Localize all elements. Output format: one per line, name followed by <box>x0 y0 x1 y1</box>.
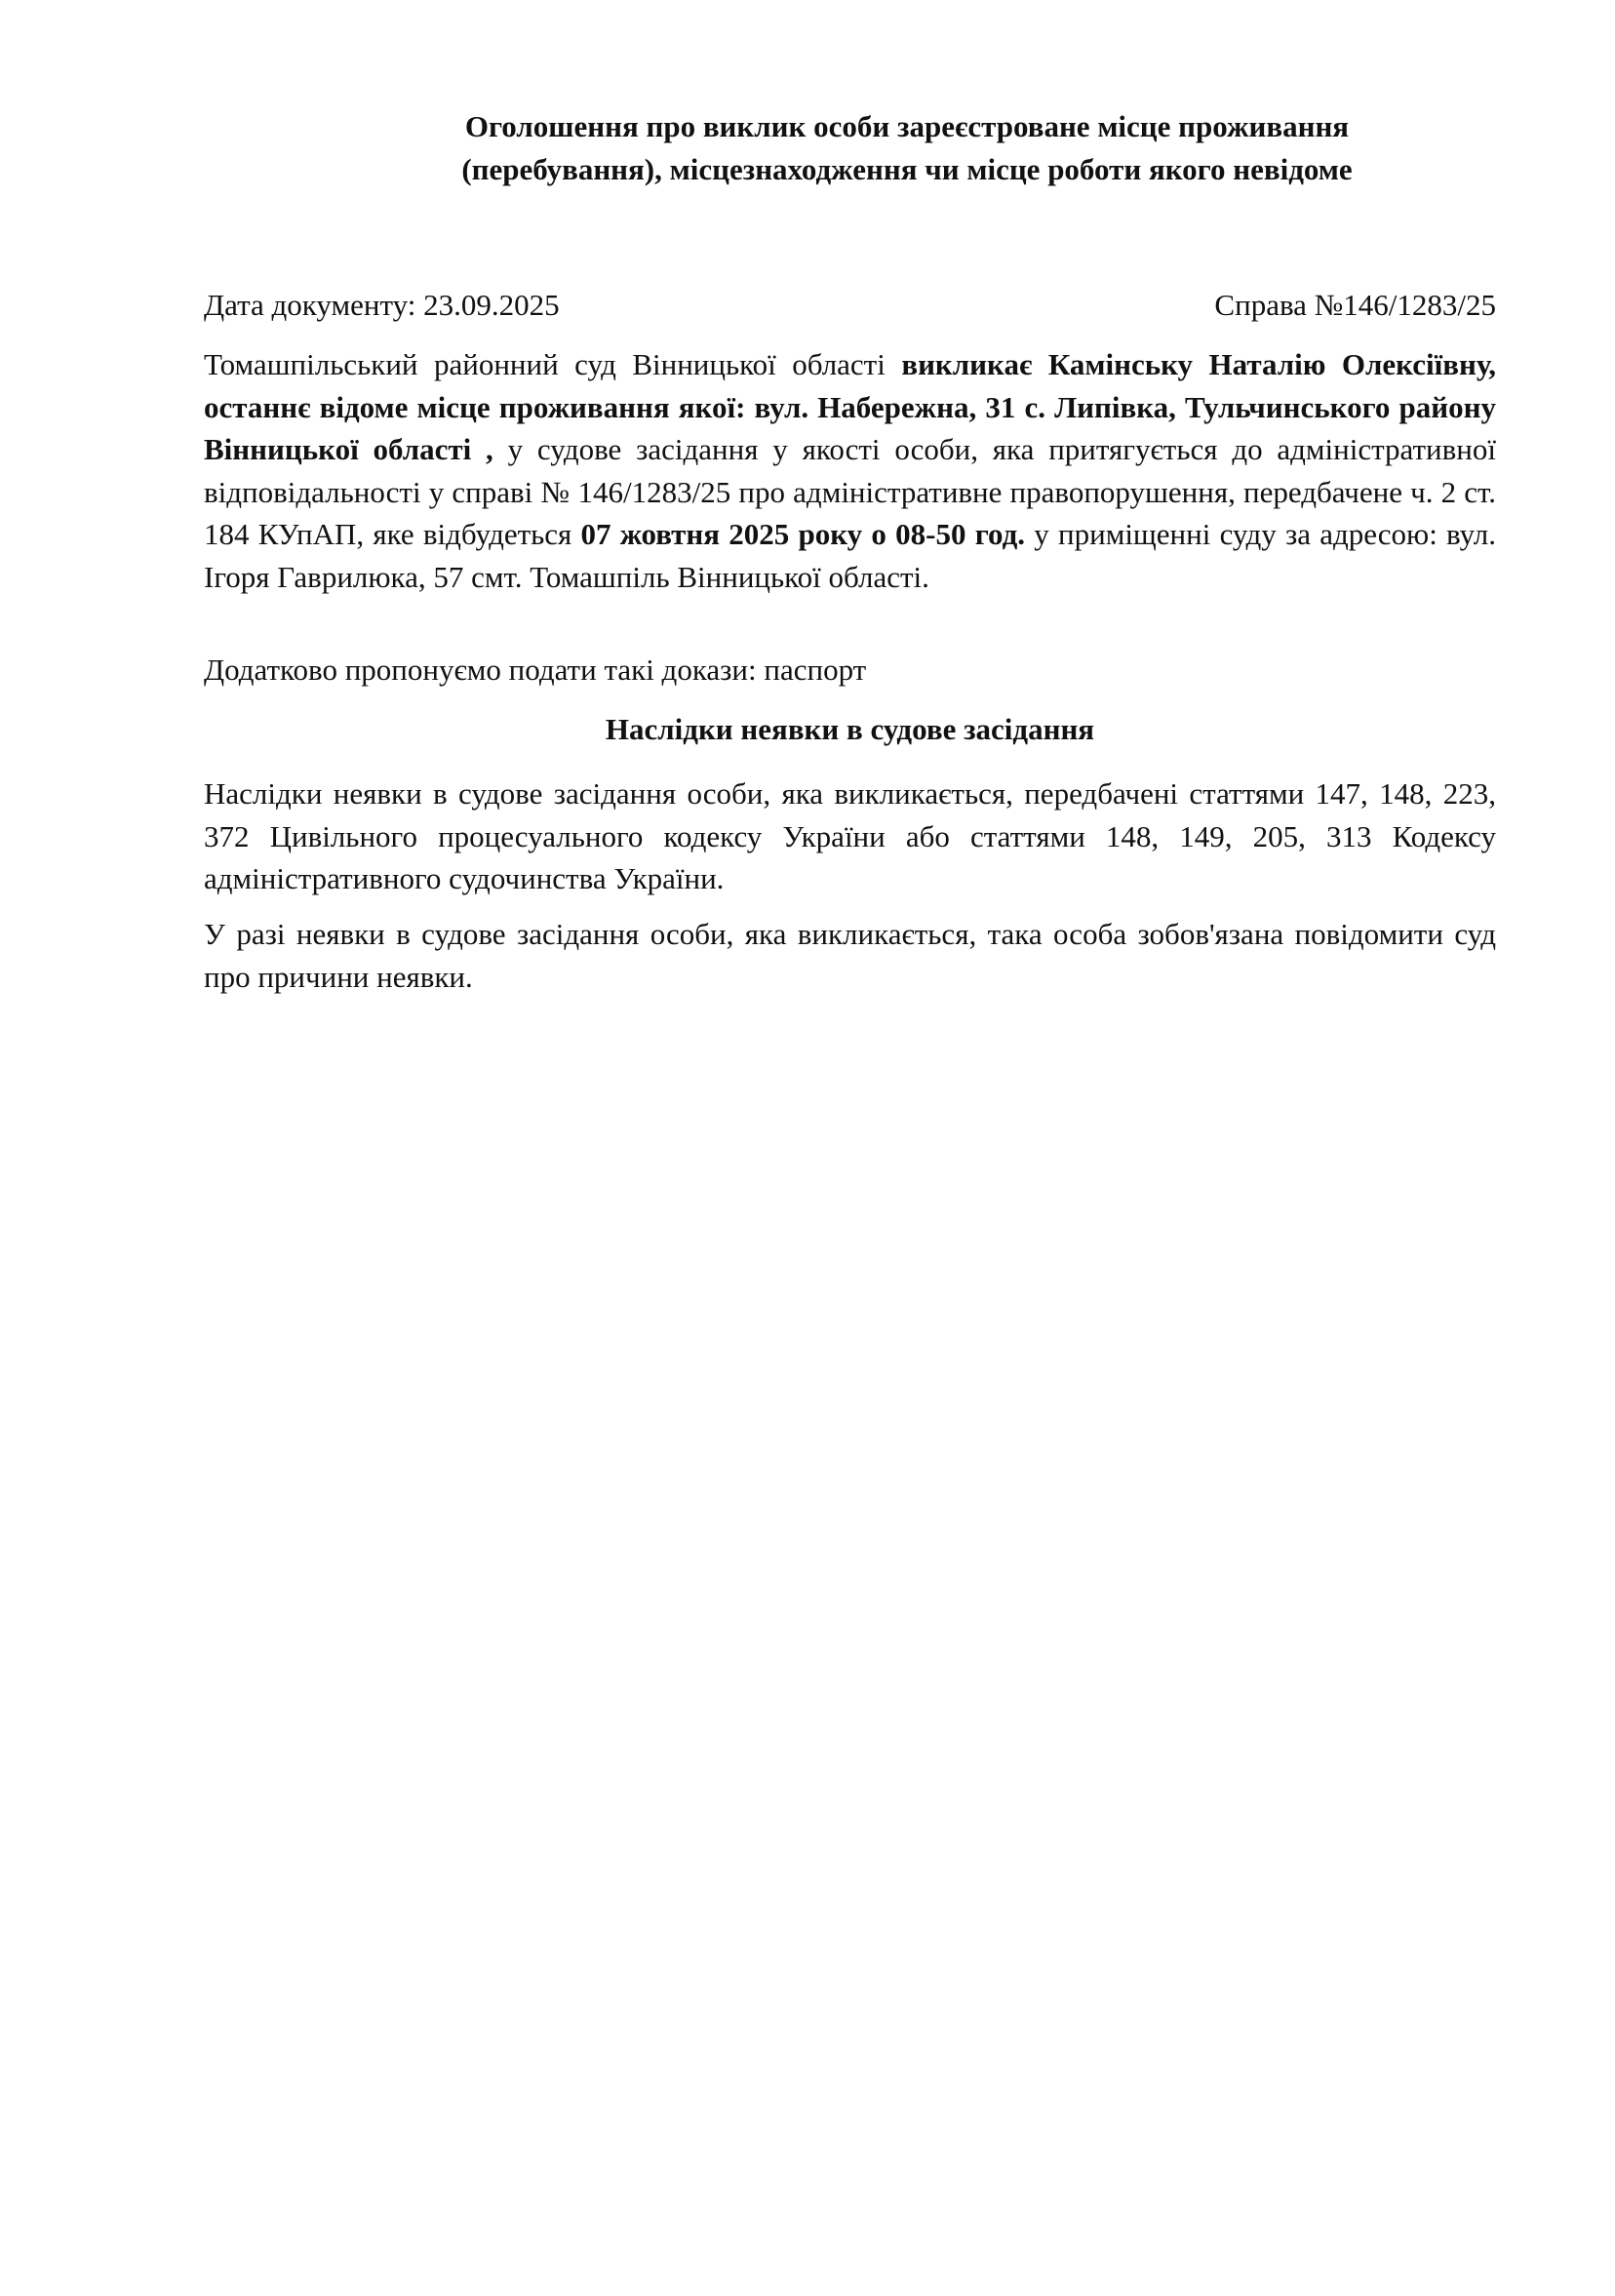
title-line-2: (перебування), місцезнаходження чи місце роботи якого невідоме <box>461 152 1353 186</box>
summons-paragraph <box>204 343 1496 598</box>
evidence-paragraph: Додатково пропонуємо подати такі докази: паспорт <box>204 653 867 687</box>
court-name: Томашпільський районний суд Вінницької області <box>204 347 902 381</box>
document-title <box>371 105 1443 191</box>
document-date: Дата документу: 23.09.2025 <box>204 288 560 322</box>
hearing-place: у приміщенні суду за адресою: вул. Ігоря Гаврилюка, 57 смт. Томашпіль Вінницької області. <box>204 517 1496 594</box>
consequences-paragraph: Наслідки неявки в судове засідання особи, яка викликається, передбачені статтями 147, 148, 223, 372 Цивільного процесуального кодексу України або статтями 148, 149, 205, 313 Кодексу адміністративного судочинства України. <box>204 776 1496 895</box>
title-line-1: Оголошення про виклик особи зареєстроване місце проживання <box>464 109 1350 143</box>
case-number: Справа №146/1283/25 <box>1214 288 1496 322</box>
consequences-heading: Наслідки неявки в судове засідання <box>605 712 1095 746</box>
hearing-datetime: 07 жовтня 2025 року о 08-50 год. <box>580 517 1026 551</box>
summoned-person-info: викликає Камінську Наталію Олексіївну, останнє відоме місце проживання якої: вул. Набережна, 31 с. Липівка, Тульчинського району Вінницької області , <box>204 347 1496 466</box>
duty-paragraph: У разі неявки в судове засідання особи, яка викликається, така особа зобов'язана повідомити суд про причини неявки. <box>204 917 1496 994</box>
summons-details: у судове засідання у якості особи, яка притягується до адміністративної відповідальності у справі № 146/1283/25 про адміністративне правопорушення, передбачене ч. 2 ст. 184 КУпАП, яке відбудеться <box>204 432 1496 551</box>
